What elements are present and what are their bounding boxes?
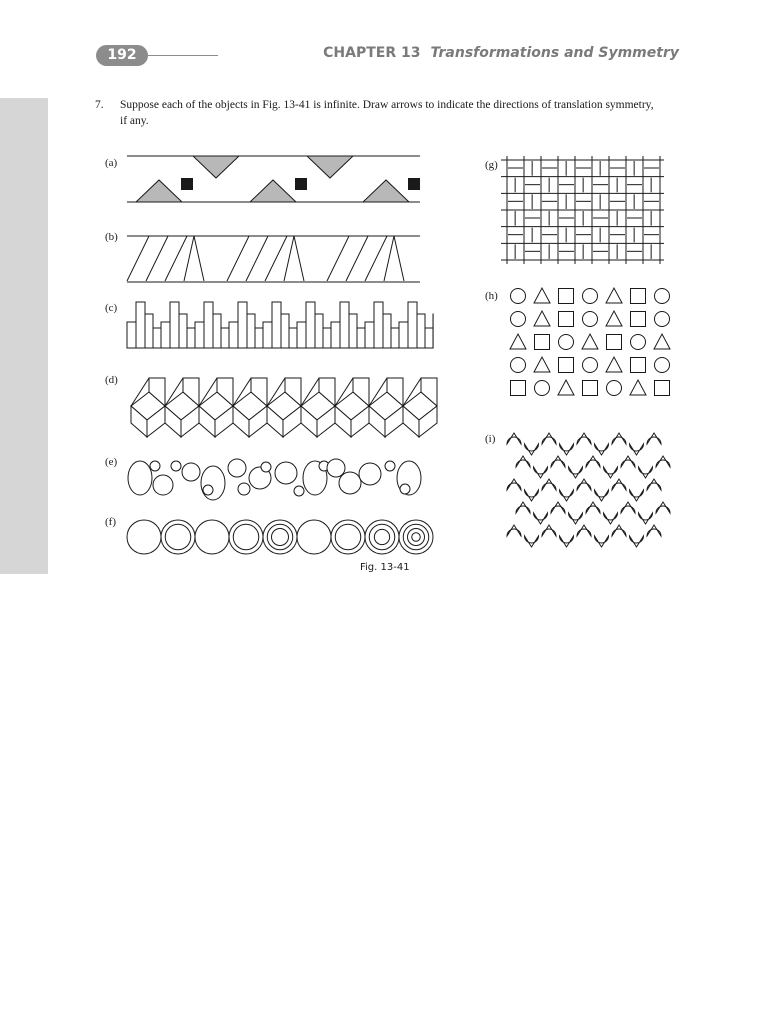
tall-bar <box>408 302 417 348</box>
weave-cross <box>542 168 557 169</box>
teardrop <box>621 502 635 513</box>
short-bar <box>297 322 306 348</box>
concentric-ring <box>297 520 331 554</box>
teardrop <box>612 525 626 536</box>
short-bar <box>365 322 374 348</box>
grid-circle <box>535 381 550 396</box>
weave-cross <box>627 251 642 252</box>
short-bar <box>331 322 340 348</box>
slant-line <box>346 236 368 281</box>
weave-cross <box>532 161 533 176</box>
tall-bar <box>306 302 315 348</box>
ellipse-shape <box>128 461 152 495</box>
triangle-side <box>394 236 404 281</box>
weave-cross <box>566 194 567 209</box>
mid-bar <box>247 314 255 348</box>
grid-triangle <box>558 380 574 395</box>
panel-label-c: (c) <box>105 302 118 314</box>
weave-cross <box>583 178 584 193</box>
grid-circle <box>583 289 598 304</box>
weave-cross <box>515 244 516 259</box>
tall-bar <box>204 302 213 348</box>
grid-circle <box>655 312 670 327</box>
circle-shape <box>171 461 181 471</box>
grid-circle <box>559 335 574 350</box>
circle-shape <box>385 461 395 471</box>
low-bar <box>323 328 331 348</box>
triangle-side <box>294 236 304 281</box>
grid-square <box>559 289 574 304</box>
grid-circle <box>631 335 646 350</box>
grid-triangle <box>582 334 598 349</box>
panel-a-pattern <box>127 156 420 202</box>
slant-line <box>127 236 149 281</box>
slant-line <box>246 236 268 281</box>
teardrop <box>647 525 661 536</box>
teardrop <box>577 479 591 490</box>
slant-line <box>265 236 287 281</box>
mid-bar <box>213 314 221 348</box>
short-bar <box>195 322 204 348</box>
triangle-side <box>384 236 394 281</box>
teardrop <box>595 536 609 547</box>
chapter-label: CHAPTER 13 <box>323 45 421 61</box>
teardrop <box>551 502 565 513</box>
grid-square <box>583 381 598 396</box>
teardrop <box>647 433 661 444</box>
concentric-ring <box>165 524 191 550</box>
teardrop <box>525 490 539 501</box>
teardrop <box>647 479 661 490</box>
up-triangle <box>136 180 182 202</box>
concentric-ring <box>374 529 389 544</box>
grid-triangle <box>534 357 550 372</box>
chapter-title: Transformations and Symmetry <box>430 45 679 61</box>
black-square <box>295 178 307 190</box>
circle-shape <box>203 485 213 495</box>
concentric-ring <box>195 520 229 554</box>
slant-line <box>165 236 187 281</box>
slant-line <box>365 236 387 281</box>
down-triangle <box>307 156 353 178</box>
slant-line <box>227 236 249 281</box>
weave-cross <box>651 211 652 226</box>
short-bar <box>399 322 408 348</box>
grid-triangle <box>606 357 622 372</box>
down-triangle <box>193 156 239 178</box>
panel-i-pattern <box>507 433 670 547</box>
grid-triangle <box>606 288 622 303</box>
grid-circle <box>655 289 670 304</box>
weave-cross <box>576 201 591 202</box>
weave-cross <box>559 251 574 252</box>
circle-shape <box>327 459 345 477</box>
panel-label-e: (e) <box>105 456 118 468</box>
grid-circle <box>583 358 598 373</box>
panel-label-g: (g) <box>485 159 498 171</box>
weave-cross <box>593 218 608 219</box>
teardrop <box>516 456 530 467</box>
teardrop <box>534 513 548 524</box>
weave-cross <box>566 161 567 176</box>
grid-square <box>631 289 646 304</box>
low-bar <box>425 328 433 348</box>
tall-bar <box>374 302 383 348</box>
teardrop <box>612 433 626 444</box>
weave-cross <box>634 228 635 243</box>
grid-triangle <box>654 334 670 349</box>
weave-cross <box>644 234 659 235</box>
mid-bar <box>315 314 323 348</box>
weave-cross <box>559 218 574 219</box>
weave-cross <box>651 178 652 193</box>
weave-cross <box>583 211 584 226</box>
weave-cross <box>644 168 659 169</box>
weave-cross <box>627 218 642 219</box>
grid-circle <box>607 381 622 396</box>
circle-shape <box>275 462 297 484</box>
grid-triangle <box>630 380 646 395</box>
low-bar <box>289 328 297 348</box>
teardrop <box>560 536 574 547</box>
panel-label-i: (i) <box>485 433 496 445</box>
weave-cross <box>542 201 557 202</box>
teardrop <box>630 490 644 501</box>
weave-cross <box>532 194 533 209</box>
panel-d-pattern <box>131 378 437 437</box>
teardrop <box>586 502 600 513</box>
weave-cross <box>634 194 635 209</box>
grid-circle <box>655 358 670 373</box>
weave-cross <box>525 251 540 252</box>
low-bar <box>221 328 229 348</box>
concentric-ring <box>412 533 421 542</box>
weave-cross <box>515 211 516 226</box>
panel-label-a: (a) <box>105 157 118 169</box>
low-bar <box>357 328 365 348</box>
grid-square <box>511 381 526 396</box>
panel-b-pattern <box>127 236 420 282</box>
teardrop <box>577 433 591 444</box>
low-bar <box>153 328 161 348</box>
up-triangle <box>363 180 409 202</box>
figure-caption: Fig. 13-41 <box>360 562 410 573</box>
panel-label-d: (d) <box>105 374 118 386</box>
black-square <box>408 178 420 190</box>
short-bar <box>229 322 238 348</box>
weave-cross <box>549 178 550 193</box>
teardrop <box>630 536 644 547</box>
weave-cross <box>508 168 523 169</box>
tall-bar <box>340 302 349 348</box>
weave-cross <box>600 194 601 209</box>
teardrop <box>534 467 548 478</box>
grid-square <box>559 312 574 327</box>
teardrop <box>569 513 583 524</box>
panel-label-f: (f) <box>105 516 116 528</box>
grid-circle <box>511 312 526 327</box>
low-bar <box>187 328 195 348</box>
tall-bar <box>238 302 247 348</box>
weave-cross <box>576 168 591 169</box>
triangle-side <box>194 236 204 281</box>
black-square <box>181 178 193 190</box>
up-triangle <box>250 180 296 202</box>
concentric-ring <box>272 529 289 546</box>
low-bar <box>255 328 263 348</box>
circle-shape <box>294 486 304 496</box>
weave-cross <box>593 251 608 252</box>
teardrop <box>560 490 574 501</box>
weave-cross <box>634 161 635 176</box>
panel-g-pattern <box>501 156 664 264</box>
circle-shape <box>153 475 173 495</box>
circle-shape <box>400 484 410 494</box>
weave-cross <box>600 228 601 243</box>
mid-bar <box>417 314 425 348</box>
problem-number: 7. <box>95 99 104 111</box>
grid-square <box>559 358 574 373</box>
grid-triangle <box>606 311 622 326</box>
teardrop <box>621 456 635 467</box>
weave-cross <box>610 234 625 235</box>
teardrop <box>604 467 618 478</box>
weave-cross <box>532 228 533 243</box>
grid-triangle <box>534 311 550 326</box>
weave-cross <box>508 234 523 235</box>
concentric-ring <box>335 524 361 550</box>
circle-shape <box>261 462 271 472</box>
grid-triangle <box>510 334 526 349</box>
concentric-ring <box>127 520 161 554</box>
problem-text: Suppose each of the objects in Fig. 13-41 is infinite. Draw arrows to indicate the directions of translation symmetry, if any. <box>120 99 654 127</box>
weave-cross <box>627 184 642 185</box>
mid-bar <box>383 314 391 348</box>
mid-bar <box>179 314 187 348</box>
grid-square <box>631 358 646 373</box>
teardrop <box>560 444 574 455</box>
panel-h-pattern <box>510 288 670 396</box>
tall-bar <box>136 302 145 348</box>
weave-cross <box>515 178 516 193</box>
teardrop <box>612 479 626 490</box>
triangle-side <box>184 236 194 281</box>
teardrop <box>656 456 670 467</box>
weave-cross <box>610 201 625 202</box>
weave-cross <box>542 234 557 235</box>
grid-square <box>535 335 550 350</box>
teardrop <box>507 433 521 444</box>
teardrop <box>595 490 609 501</box>
teardrop <box>542 433 556 444</box>
teardrop <box>516 502 530 513</box>
weave-cross <box>508 201 523 202</box>
tall-bar <box>170 302 179 348</box>
teardrop <box>630 444 644 455</box>
teardrop <box>577 525 591 536</box>
teardrop <box>656 502 670 513</box>
weave-cross <box>617 178 618 193</box>
grid-triangle <box>534 288 550 303</box>
teardrop <box>595 444 609 455</box>
grid-circle <box>511 358 526 373</box>
grid-square <box>655 381 670 396</box>
weave-cross <box>610 168 625 169</box>
short-bar <box>127 322 136 348</box>
slant-line <box>327 236 349 281</box>
triangle-side <box>284 236 294 281</box>
mid-bar <box>145 314 153 348</box>
concentric-ring <box>233 524 259 550</box>
grid-square <box>607 335 622 350</box>
circle-shape <box>182 463 200 481</box>
tall-bar <box>272 302 281 348</box>
weave-cross <box>549 244 550 259</box>
teardrop <box>551 456 565 467</box>
teardrop <box>525 444 539 455</box>
mid-bar <box>281 314 289 348</box>
weave-cross <box>559 184 574 185</box>
teardrop <box>542 479 556 490</box>
panel-f-pattern <box>127 520 433 554</box>
teardrop <box>507 479 521 490</box>
teardrop <box>604 513 618 524</box>
circle-shape <box>228 459 246 477</box>
weave-cross <box>549 211 550 226</box>
weave-cross <box>525 218 540 219</box>
short-bar <box>263 322 272 348</box>
slant-line <box>146 236 168 281</box>
grid-circle <box>583 312 598 327</box>
circle-shape <box>359 463 381 485</box>
weave-cross <box>593 184 608 185</box>
circle-shape <box>238 483 250 495</box>
teardrop <box>569 467 583 478</box>
teardrop <box>542 525 556 536</box>
weave-cross <box>576 234 591 235</box>
teardrop <box>525 536 539 547</box>
ellipse-shape <box>201 466 225 500</box>
weave-cross <box>617 244 618 259</box>
grid-square <box>631 312 646 327</box>
panel-e-pattern <box>128 459 421 500</box>
circle-shape <box>150 461 160 471</box>
panel-label-b: (b) <box>105 231 118 243</box>
panel-label-h: (h) <box>485 290 498 302</box>
grid-circle <box>511 289 526 304</box>
short-bar <box>161 322 170 348</box>
teardrop <box>586 456 600 467</box>
circle-shape <box>339 472 361 494</box>
teardrop <box>507 525 521 536</box>
panel-c-pattern <box>127 302 433 348</box>
weave-cross <box>583 244 584 259</box>
page-number-badge: 192 <box>96 45 148 66</box>
weave-cross <box>617 211 618 226</box>
weave-cross <box>651 244 652 259</box>
teardrop <box>639 513 653 524</box>
mid-bar <box>349 314 357 348</box>
weave-cross <box>566 228 567 243</box>
weave-cross <box>600 161 601 176</box>
weave-cross <box>525 184 540 185</box>
teardrop <box>639 467 653 478</box>
low-bar <box>391 328 399 348</box>
weave-cross <box>644 201 659 202</box>
